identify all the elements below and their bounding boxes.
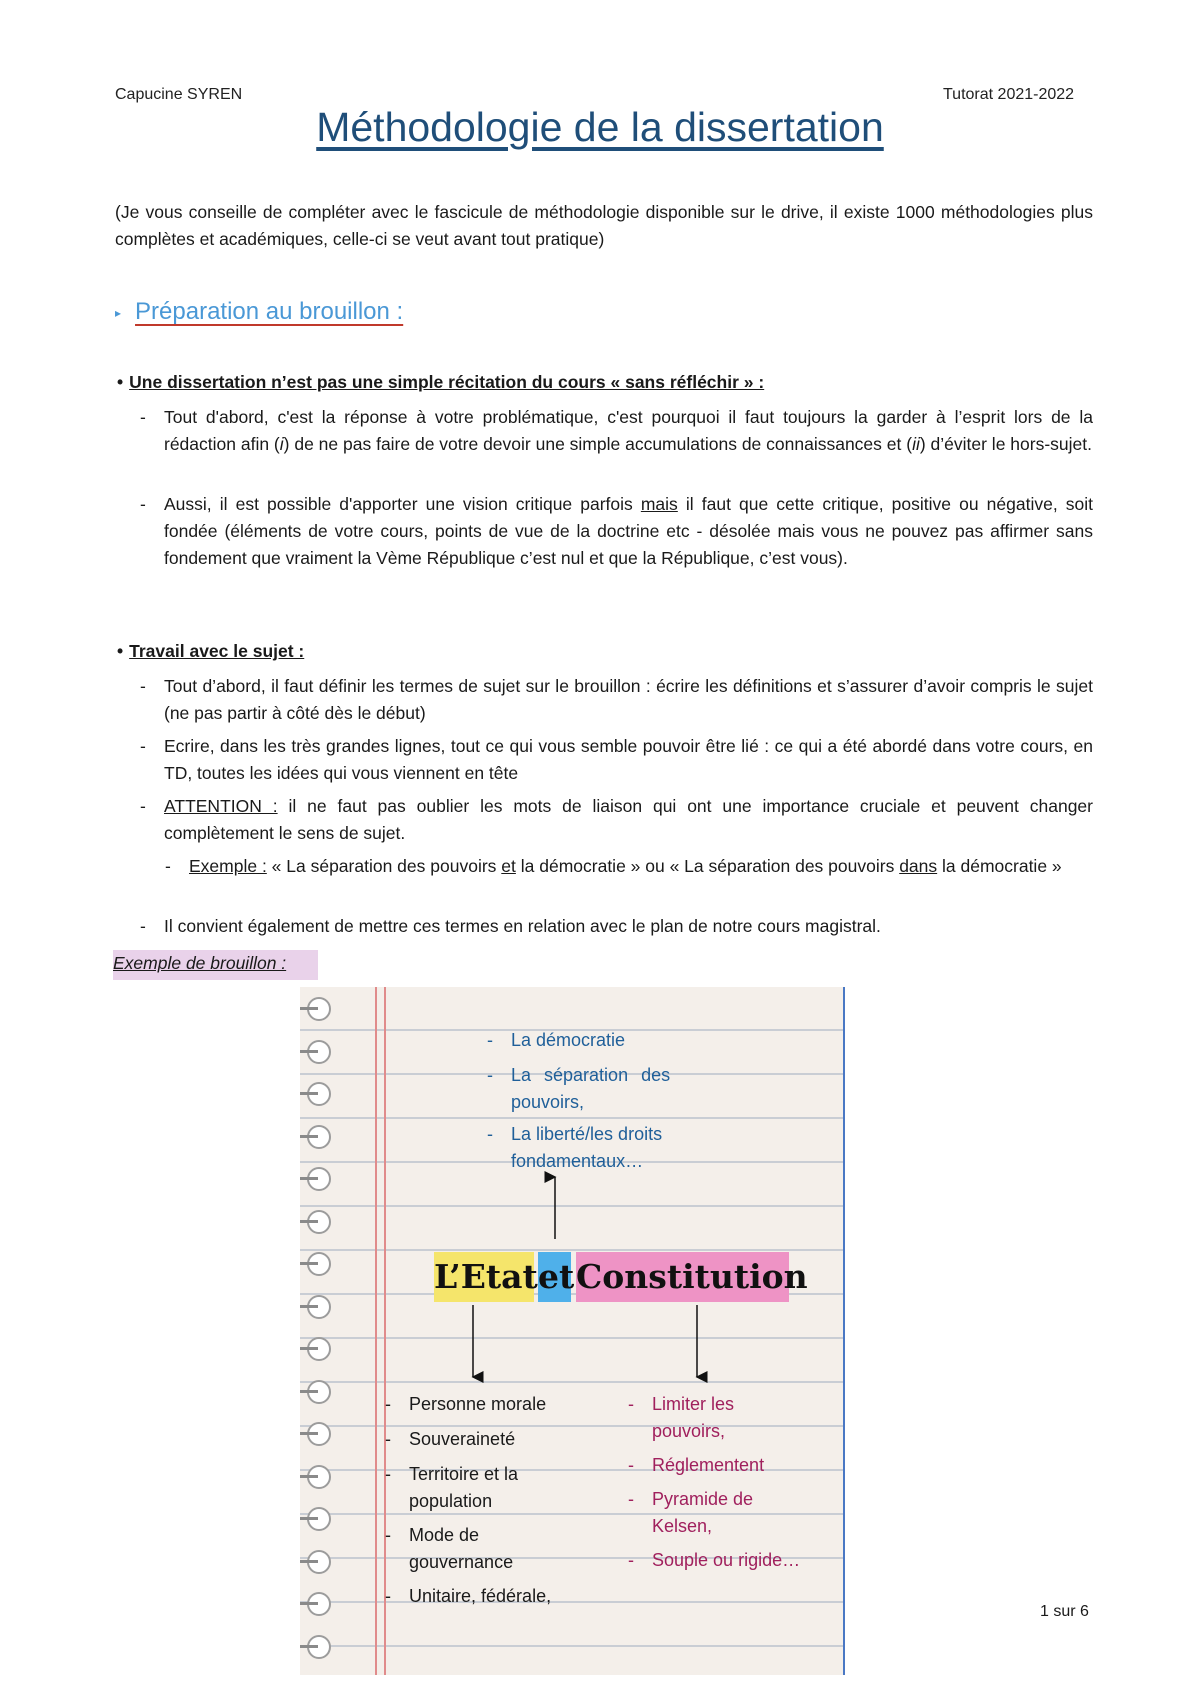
subject-etat: L’Etat: [434, 1257, 538, 1296]
dash-icon: -: [628, 1455, 634, 1475]
note-right-item: - Pyramide de Kelsen,: [628, 1486, 778, 1540]
note-right-item: - Réglementent: [628, 1452, 828, 1479]
list-item: - Aussi, il est possible d'apporter une vision critique parfois mais il faut que cette critique, positive ou négative, soit fondée (éléments de votre cours, points de vue de la doctrine etc - désolée mais vous ne pouvez pas affirmer sans fondement que vraiment la Vème République c’est nul et que la République, c’est vous).: [140, 491, 1093, 572]
list-item: - Tout d’abord, il faut définir les termes de sujet sur le brouillon : écrire les définitions et s’assurer d’avoir compris le sujet (ne pas partir à côté dès le début): [140, 673, 1093, 727]
bullet-icon: •: [117, 372, 124, 392]
note-left-item: - Unitaire, fédérale,: [385, 1583, 585, 1610]
dash-icon: -: [487, 1030, 493, 1050]
dash-icon: -: [140, 796, 146, 816]
note-left-item: - Personne morale: [385, 1391, 585, 1418]
block2-heading: • Travail avec le sujet :: [117, 641, 305, 661]
dash-icon: -: [385, 1525, 391, 1545]
list-item: - Ecrire, dans les très grandes lignes, tout ce qui vous semble pouvoir être lié : ce qui a été abordé dans votre cours, en TD, toutes les idées qui vous viennent en tête: [140, 733, 1093, 787]
dash-icon: -: [628, 1550, 634, 1570]
note-top-item: - La liberté/les droits fondamentaux…: [487, 1121, 717, 1175]
subject-et: et: [538, 1257, 575, 1296]
dash-icon: -: [140, 494, 146, 514]
block1-heading: • Une dissertation n’est pas une simple récitation du cours « sans réfléchir » :: [117, 372, 765, 392]
section-heading: [115, 298, 403, 326]
dash-icon: -: [487, 1124, 493, 1144]
dash-icon: -: [628, 1489, 634, 1509]
note-left-item: - Souveraineté: [385, 1426, 585, 1453]
subject-constitution: Constitution: [576, 1257, 808, 1296]
note-left-item: - Mode de gouvernance: [385, 1522, 550, 1576]
dash-icon: -: [140, 916, 146, 936]
dash-icon: -: [140, 676, 146, 696]
dash-icon: -: [165, 856, 171, 876]
dash-icon: -: [385, 1394, 391, 1414]
page-number: 1 sur 6: [1040, 1603, 1089, 1620]
list-item: - Il convient également de mettre ces termes en relation avec le plan de notre cours magistral.: [140, 913, 1093, 940]
section-title: Préparation au brouillon :: [135, 298, 404, 325]
list-item: - ATTENTION : il ne faut pas oublier les mots de liaison qui ont une importance cruciale et peuvent changer complètement le sens de sujet.: [140, 793, 1093, 847]
intro-paragraph: (Je vous conseille de compléter avec le fascicule de méthodologie disponible sur le drive, il existe 1000 méthodologies plus complètes et académiques, celle-ci se veut avant tout pratique): [115, 202, 1093, 249]
bullet-icon: •: [117, 641, 124, 661]
attention-label: ATTENTION :: [164, 796, 278, 816]
page-title: Méthodologie de la dissertation: [316, 104, 884, 150]
dash-icon: -: [140, 407, 146, 427]
list-item: - Tout d'abord, c'est la réponse à votre problématique, c'est pourquoi il faut toujours la garder à l’esprit lors de la rédaction afin (i) de ne pas faire de votre devoir une simple accumulations de connaissances et (ii) d’éviter le hors-sujet.: [140, 404, 1093, 458]
note-top-item: - La séparation des pouvoirs,: [487, 1062, 697, 1116]
dash-icon: -: [385, 1464, 391, 1484]
example-sub-item: - Exemple : « La séparation des pouvoirs et la démocratie » ou « La séparation des pouvoirs dans la démocratie »: [165, 853, 1093, 880]
dash-icon: -: [628, 1394, 634, 1414]
tutorat-year: Tutorat 2021-2022: [943, 86, 1075, 103]
dash-icon: -: [487, 1065, 493, 1085]
note-right-item: - Limiter les pouvoirs,: [628, 1391, 778, 1445]
example-label: Exemple de brouillon :: [113, 950, 318, 980]
note-top-item: - La démocratie: [487, 1027, 717, 1054]
note-right-item: - Souple ou rigide…: [628, 1547, 838, 1574]
triangle-bullet-icon: ▸: [115, 305, 122, 320]
author-name: Capucine SYREN: [115, 86, 243, 103]
dash-icon: -: [140, 736, 146, 756]
dash-icon: -: [385, 1586, 391, 1606]
dash-icon: -: [385, 1429, 391, 1449]
note-left-item: - Territoire et la population: [385, 1461, 550, 1515]
